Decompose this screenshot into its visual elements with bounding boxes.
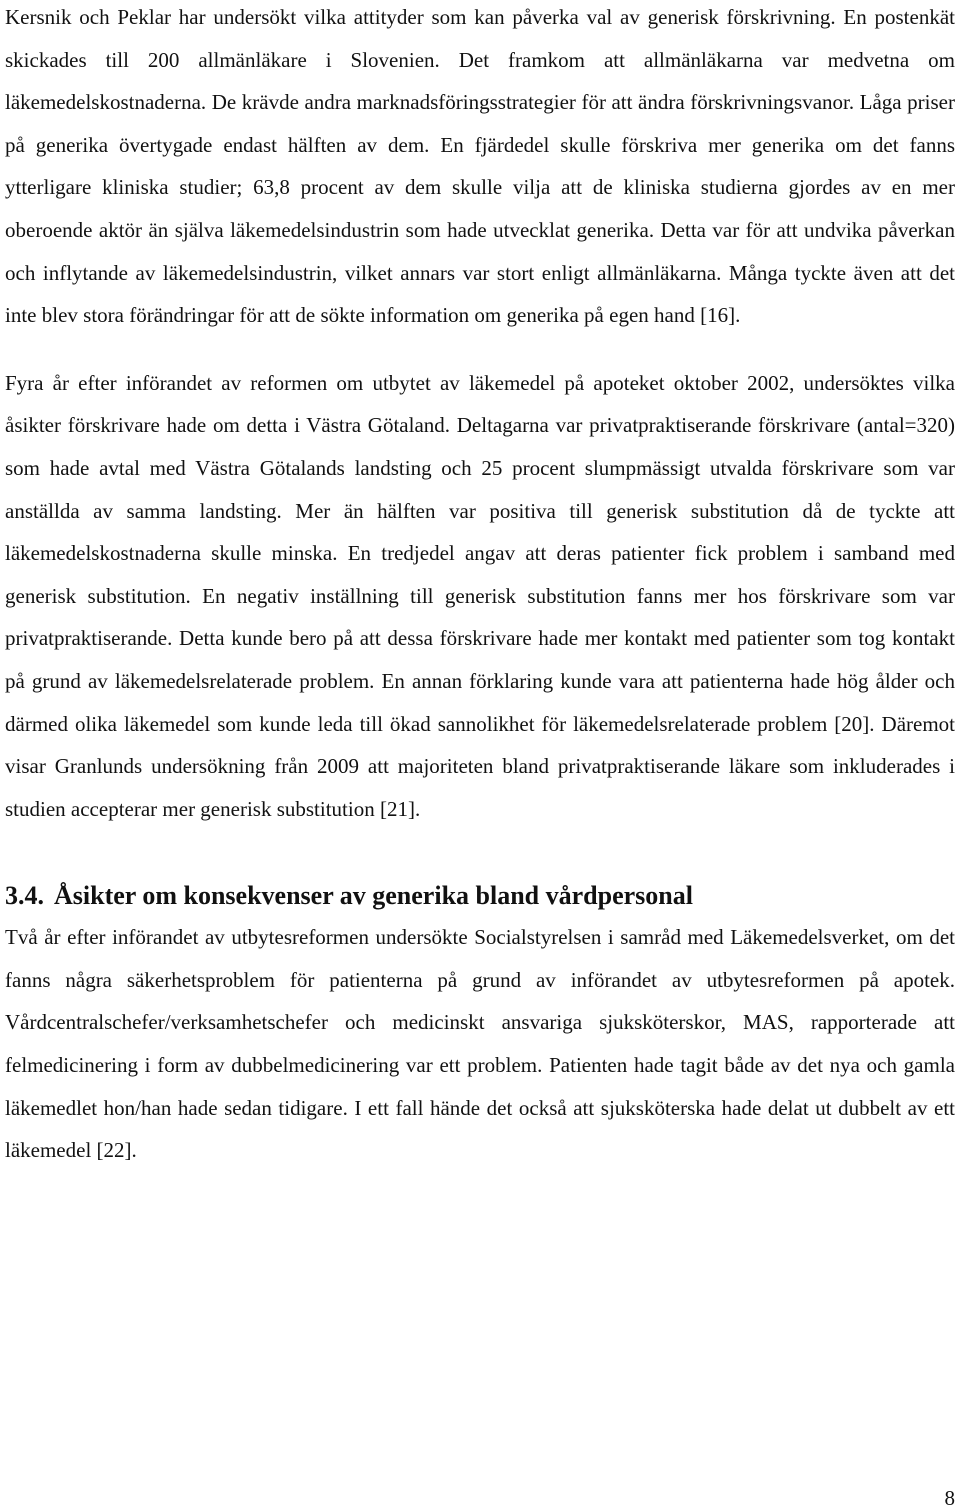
section-title: Åsikter om konsekvenser av generika bland vårdpersonal (54, 881, 693, 911)
paragraph-vastra-gotaland: Fyra år efter införandet av reformen om utbytet av läkemedel på apoteket oktober 2002, undersöktes vilka åsikter förskrivare hade om detta i Västra Götaland. Deltagarna var privatpraktiserande förskrivare (antal=320) som hade avtal med Västra Götalands landsting och 25 procent slumpmässigt utvalda förskrivare som var anställda av samma landsting. Mer än hälften var positiva till generisk substitution då de tyckte att läkemedelskostnaderna skulle minska. En tredjedel angav att deras patienter fick problem i samband med generisk substitution. En negativ inställning till generisk substitution fanns mer hos förskrivare som var privatpraktiserande. Detta kunde bero på att dessa förskrivare hade mer kontakt med patienter som tog kontakt på grund av läkemedelsrelaterade problem. En annan förklaring kunde vara att patienterna hade hög ålder och därmed olika läkemedel som kunde leda till ökad sannolikhet för läkemedelsrelaterade problem [20]. Däremot visar Granlunds undersökning från 2009 att majoriteten bland privatpraktiserande läkare som inkluderades i studien accepterar mer generisk substitution [21]. (5, 370, 955, 821)
document-page (5, 0, 955, 1172)
section-number: 3.4. (5, 881, 44, 911)
paragraph-socialstyrelsen: Två år efter införandet av utbytesreformen undersökte Socialstyrelsen i samråd med Läkemedelsverket, om det fanns några säkerhetsproblem för patienterna på grund av införandet av utbytesreformen på apotek. Vårdcentralschefer/verksamhetschefer och medicinskt ansvariga sjuksköterskor, MAS, rapporterade att felmedicinering i form av dubbelmedicinering var ett problem. Patienten hade tagit både av det nya och gamla läkemedlet hon/han hade sedan tidigare. I ett fall hände det också att sjuksköterska hade delat ut dubbelt av ett läkemedel [22]. (5, 925, 955, 1163)
section-heading (5, 876, 955, 916)
page-number: 8 (944, 1486, 955, 1510)
paragraph-kersnik-peklar: Kersnik och Peklar har undersökt vilka attityder som kan påverka val av generisk förskrivning. En postenkät skickades till 200 allmänläkare i Slovenien. Det framkom att allmänläkarna var medvetna om läkemedelskostnaderna. De krävde andra marknadsföringsstrategier för att ändra förskrivningsvanor. Låga priser på generika övertygade endast hälften av dem. En fjärdedel skulle förskriva mer generika om det fanns ytterligare kliniska studier; 63,8 procent av dem skulle vilja att de kliniska studierna gjordes av en mer oberoende aktör än själva läkemedelsindustrin som hade utvecklat generika. Detta var för att undvika påverkan och inflytande av läkemedelsindustrin, vilket annars var stort enligt allmänläkarna. Många tyckte även att det inte blev stora förändringar för att de sökte information om generika på egen hand [16]. (5, 5, 955, 328)
